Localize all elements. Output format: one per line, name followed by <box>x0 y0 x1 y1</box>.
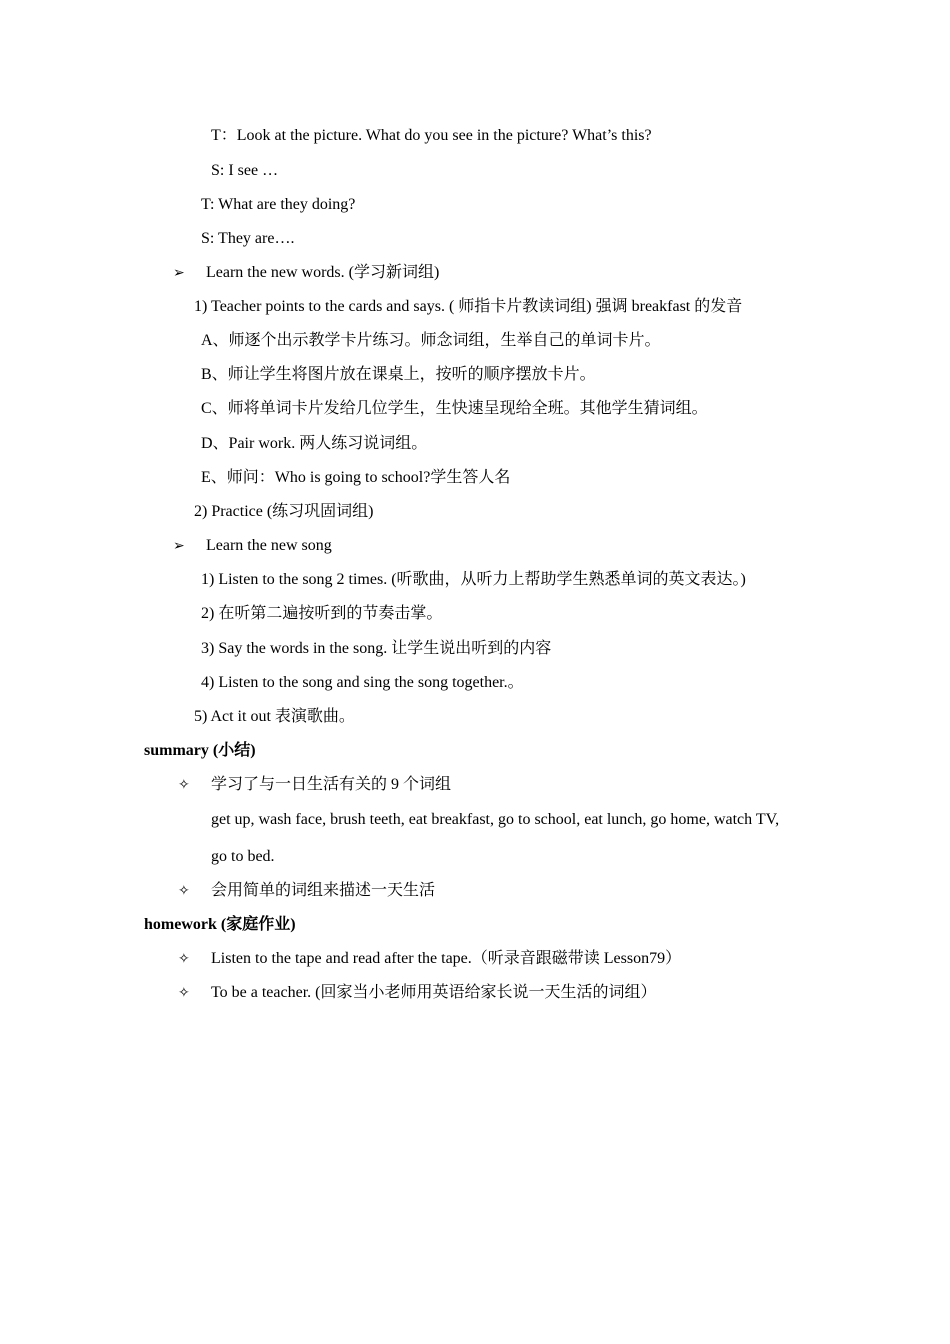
diamond-bullet-icon: ✧ <box>178 777 190 793</box>
words-substep-b: B、师让学生将图片放在课桌上，按听的顺序摆放卡片。 <box>201 366 596 383</box>
diamond-bullet-icon: ✧ <box>178 883 190 899</box>
words-substep-d: D、Pair work. 两人练习说词组。 <box>201 435 428 452</box>
words-substep-e: E、师问：Who is going to school?学生答人名 <box>201 469 511 486</box>
arrow-bullet-icon: ➢ <box>173 265 185 281</box>
words-section-heading: Learn the new words. (学习新词组) <box>206 264 440 281</box>
song-section-heading: Learn the new song <box>206 537 332 554</box>
homework-item-1: Listen to the tape and read after the tape.（听录音跟磁带读 Lesson79） <box>211 950 682 967</box>
song-step-5: 5) Act it out 表演歌曲。 <box>194 708 355 725</box>
summary-item-2: 会用简单的词组来描述一天生活 <box>211 882 436 899</box>
homework-heading: homework (家庭作业) <box>144 916 296 933</box>
summary-item-1-line-3: go to bed. <box>211 848 275 865</box>
words-step-1: 1) Teacher points to the cards and says. ( 师指卡片教读词组) 强调 breakfast 的发音 <box>194 298 743 315</box>
dialogue-line-1: T：Look at the picture. What do you see in the picture? What’s this? <box>211 127 652 144</box>
summary-heading: summary (小结) <box>144 742 256 759</box>
song-step-1: 1) Listen to the song 2 times. (听歌曲，从听力上帮助学生熟悉单词的英文表达。) <box>201 571 746 588</box>
dialogue-line-4: S: They are…. <box>201 230 295 247</box>
arrow-bullet-icon: ➢ <box>173 538 185 554</box>
words-substep-a: A、师逐个出示教学卡片练习。师念词组，生举自己的单词卡片。 <box>201 332 661 349</box>
diamond-bullet-icon: ✧ <box>178 951 190 967</box>
song-step-4: 4) Listen to the song and sing the song together.。 <box>201 674 524 691</box>
dialogue-line-2: S: I see … <box>211 162 279 179</box>
homework-item-2: To be a teacher. (回家当小老师用英语给家长说一天生活的词组） <box>211 984 657 1001</box>
words-step-2: 2) Practice (练习巩固词组) <box>194 503 374 520</box>
summary-item-1-line-2: get up, wash face, brush teeth, eat breakfast, go to school, eat lunch, go home, watch TV, <box>211 811 780 828</box>
dialogue-line-3: T: What are they doing? <box>201 196 356 213</box>
summary-item-1: 学习了与一日生活有关的 9 个词组 <box>211 776 452 793</box>
song-step-3: 3) Say the words in the song. 让学生说出听到的内容 <box>201 640 552 657</box>
song-step-2: 2) 在听第二遍按听到的节奏击掌。 <box>201 605 443 622</box>
diamond-bullet-icon: ✧ <box>178 985 190 1001</box>
words-substep-c: C、师将单词卡片发给几位学生，生快速呈现给全班。其他学生猜词组。 <box>201 400 708 417</box>
